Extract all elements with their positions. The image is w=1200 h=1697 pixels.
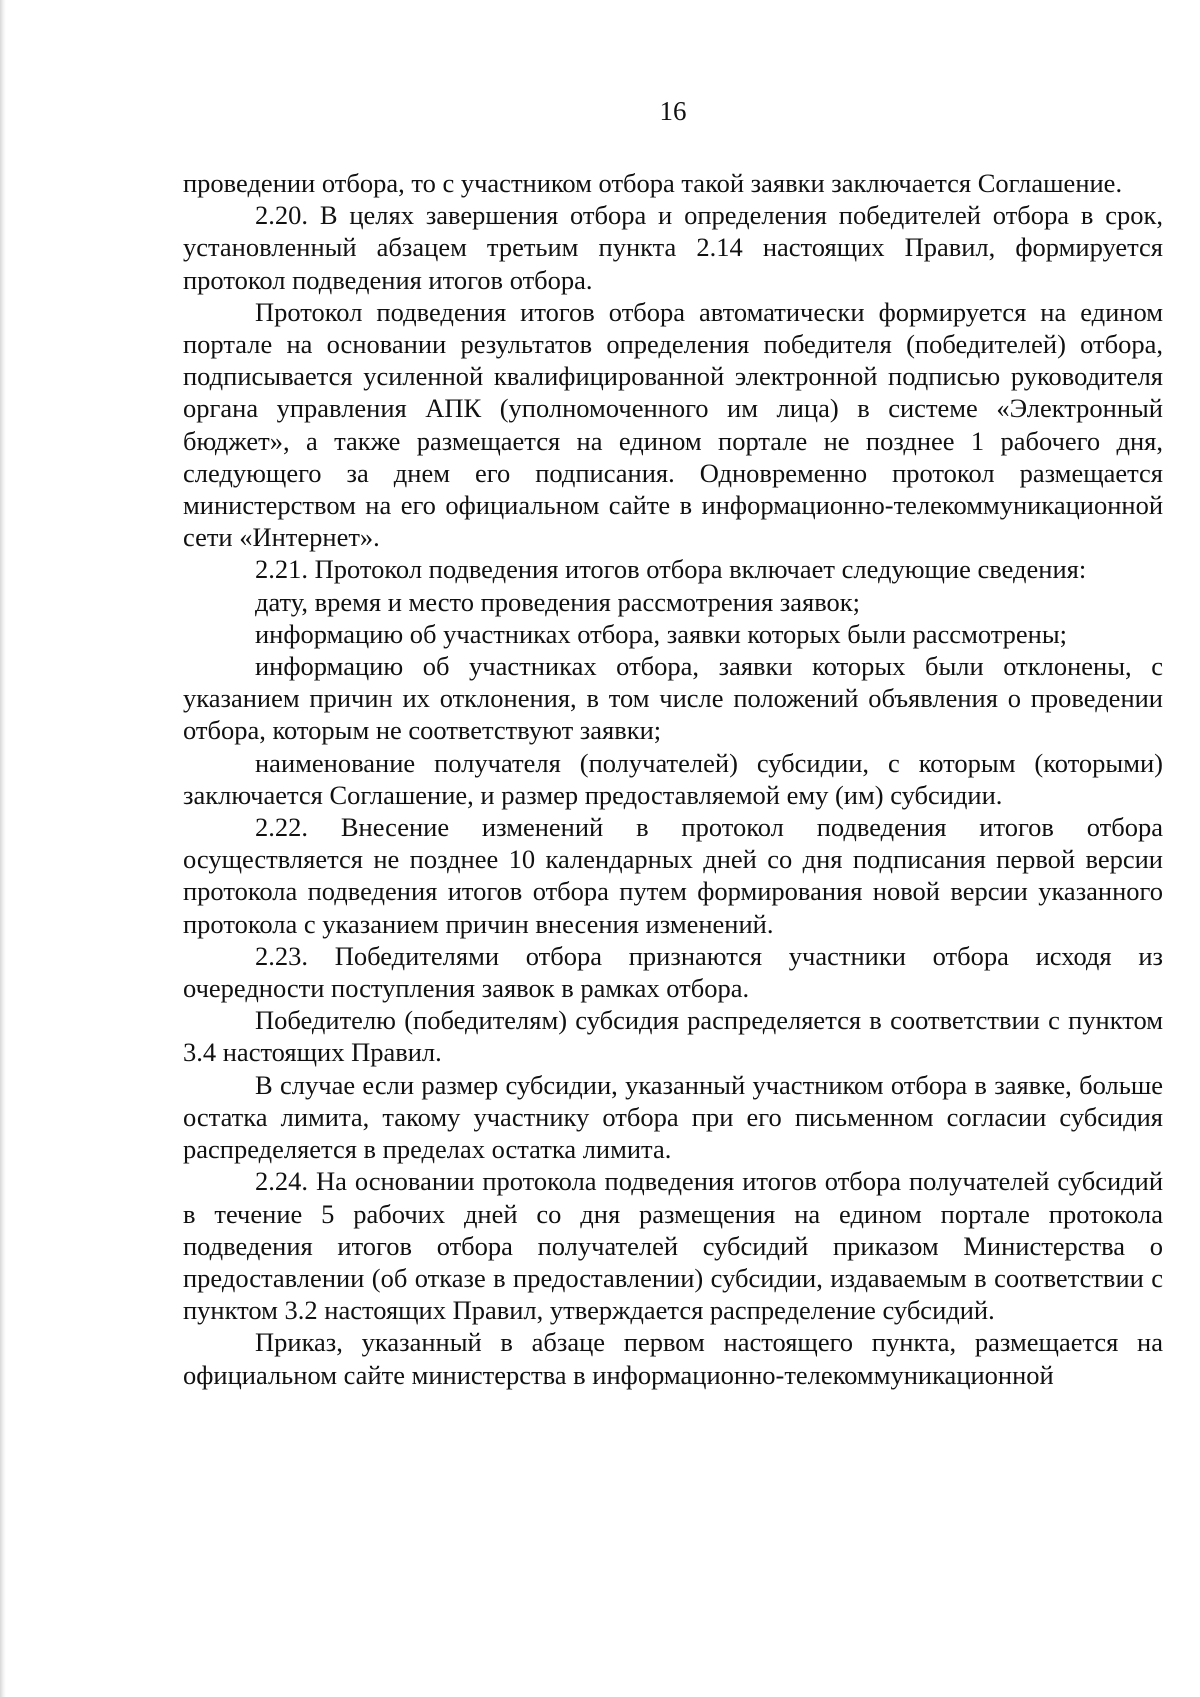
paragraph-protocol-formation: Протокол подведения итогов отбора автоматически формируется на едином портале на основании результатов определения победителя (победителей) отбора, подписывается усиленной квалифицированной электронной подписью руководителя органа управления АПК (уполномоченного им лица) в системе «Электронный бюджет», а также размещается на едином портале не позднее 1 рабочего дня, следующего за днем его подписания. Одновременно протокол размещается министерством на его официальном сайте в информационно-телекоммуникационной сети «Интернет». bbox=[183, 296, 1163, 553]
paragraph-2-24: 2.24. На основании протокола подведения итогов отбора получателей субсидий в течение 5 рабочих дней со дня размещения на едином портале протокола подведения итогов отбора получателей субсидий приказом Министерства о предоставлении (об отказе в предоставлении) субсидии, издаваемым в соответствии с пунктом 3.2 настоящих Правил, утверждается распределение субсидий. bbox=[183, 1166, 1163, 1326]
list-item-rejected-participants: информацию об участниках отбора, заявки которых были отклонены, с указанием причин их отклонения, в том числе положений объявления о проведении отбора, которым не соответствуют заявки; bbox=[183, 651, 1163, 746]
paragraph-2-22: 2.22. Внесение изменений в протокол подведения итогов отбора осуществляется не позднее 10 календарных дней со дня подписания первой версии протокола подведения итогов отбора путем формирования новой версии указанного протокола с указанием причин внесения изменений. bbox=[183, 812, 1163, 939]
list-item-date-time-place: дату, время и место проведения рассмотрения заявок; bbox=[255, 586, 861, 617]
paragraph-limit-remainder: В случае если размер субсидии, указанный участником отбора в заявке, больше остатка лимита, такому участнику отбора при его письменном согласии субсидия распределяется в пределах остатка лимита. bbox=[183, 1069, 1163, 1165]
paragraph-order-publication: Приказ, указанный в абзаце первом настоящего пункта, размещается на официальном сайте министерства в информационно-телекоммуникационной bbox=[183, 1327, 1163, 1390]
document-body bbox=[183, 167, 1163, 1391]
paragraph-2-20: 2.20. В целях завершения отбора и определения победителей отбора в срок, установленный абзацем третьим пункта 2.14 настоящих Правил, формируется протокол подведения итогов отбора. bbox=[183, 200, 1163, 295]
page-number: 16 bbox=[659, 96, 687, 126]
paragraph-2-23: 2.23. Победителями отбора признаются участники отбора исходя из очередности поступления заявок в рамках отбора. bbox=[183, 940, 1163, 1004]
scan-edge bbox=[0, 0, 6, 1697]
paragraph-2-21: 2.21. Протокол подведения итогов отбора включает следующие сведения: bbox=[255, 554, 1087, 585]
list-item-reviewed-participants: информацию об участниках отбора, заявки которых были рассмотрены; bbox=[255, 618, 1068, 649]
paragraph-continuation: проведении отбора, то с участником отбора такой заявки заключается Соглашение. bbox=[183, 168, 1123, 198]
list-item-recipients: наименование получателя (получателей) субсидии, с которым (которыми) заключается Соглашение, и размер предоставляемой ему (им) субсидии. bbox=[183, 747, 1163, 810]
paragraph-subsidy-distribution: Победителю (победителям) субсидия распределяется в соответствии с пунктом 3.4 настоящих Правил. bbox=[183, 1005, 1163, 1068]
